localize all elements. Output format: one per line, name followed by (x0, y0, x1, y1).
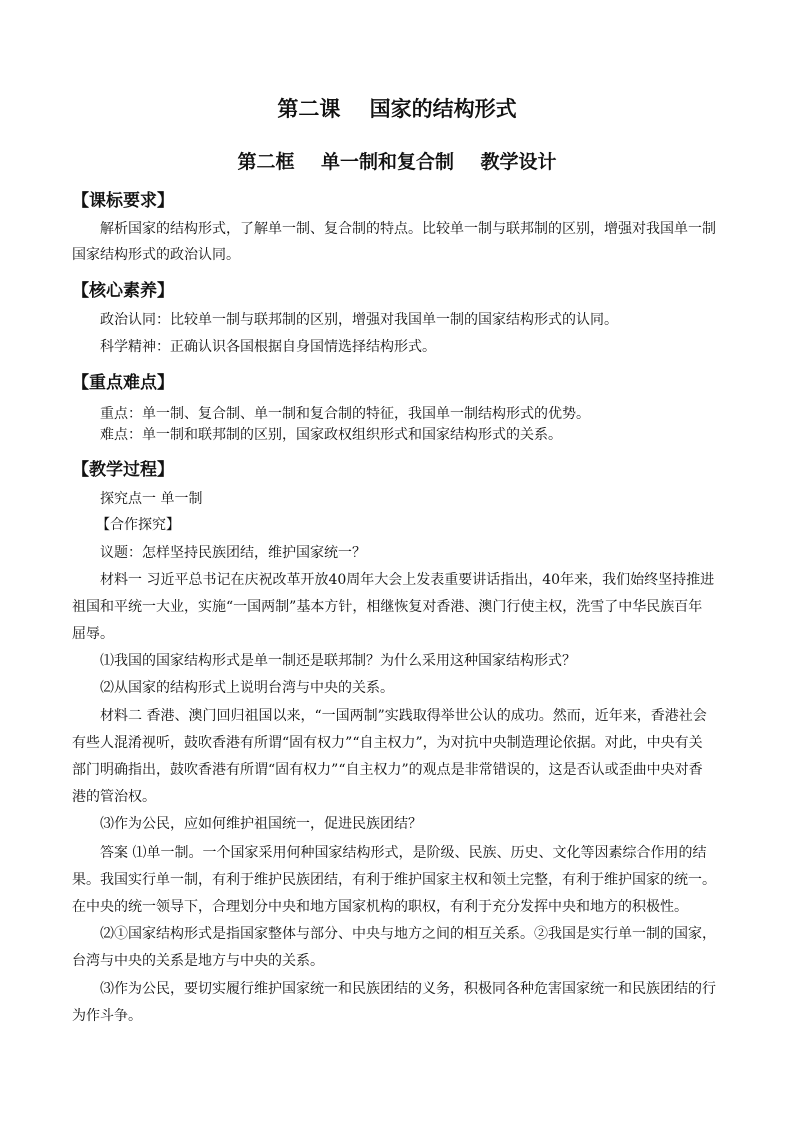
paragraph-line: 难点：单一制和联邦制的区别，国家政权组织形式和国家结构形式的关系。 (100, 427, 562, 443)
paragraph-line: 在中央的统一领导下，合理划分中央和地方国家机构的职权，有利于充分发挥中央和地方的积极性。 (72, 899, 688, 915)
section-heading-literacy: 【核心素养】 (72, 281, 174, 301)
paragraph-line: 果。我国实行单一制，有利于维护民族团结，有利于维护国家主权和领土完整，有利于维护国家的统一。 (72, 872, 716, 888)
paragraph-line: 有些人混淆视听，鼓吹香港有所谓“固有权力”“自主权力”，为对抗中央制造理论依据。对此，中央有关 (72, 735, 703, 751)
section-heading-process: 【教学过程】 (72, 460, 174, 480)
paragraph-line: 材料二 香港、澳门回归祖国以来，“一国两制”实践取得举世公认的成功。然而，近年来，香港社会 (100, 708, 707, 724)
paragraph-line: 重点：单一制、复合制、单一制和复合制的特征，我国单一制结构形式的优势。 (100, 406, 590, 422)
lesson-subtitle: 第二框 单一制和复合制 教学设计 (237, 151, 557, 173)
paragraph-line: 国家结构形式的政治认同。 (72, 247, 240, 263)
paragraph-line: 港的管治权。 (72, 789, 156, 805)
paragraph-line: 为作斗争。 (72, 1008, 142, 1024)
paragraph-line: 探究点一 单一制 (100, 491, 203, 507)
paragraph-line: 科学精神：正确认识各国根据自身国情选择结构形式。 (100, 339, 436, 355)
paragraph-line: 议题：怎样坚持民族团结，维护国家统一？ (100, 545, 366, 561)
section-heading-keypoints: 【重点难点】 (72, 373, 174, 393)
paragraph-line: 台湾与中央的关系是地方与中央的关系。 (72, 953, 324, 969)
paragraph-line: ⑵从国家的结构形式上说明台湾与中央的关系。 (100, 680, 394, 696)
paragraph-line: 答案 ⑴单一制。一个国家采用何种国家结构形式，是阶级、民族、历史、文化等因素综合作用的结 (100, 845, 707, 861)
paragraph-line: ⑵①国家结构形式是指国家整体与部分、中央与地方之间的相互关系。②我国是实行单一制的国家， (100, 926, 716, 942)
paragraph-line: 祖国和平统一大业，实施“一国两制”基本方针，相继恢复对香港、澳门行使主权，洗雪了中华民族百年 (72, 599, 703, 615)
paragraph-line: ⑶作为公民，要切实履行维护国家统一和民族团结的义务，积极同各种危害国家统一和民族团结的行 (100, 981, 716, 997)
paragraph-line: 解析国家的结构形式，了解单一制、复合制的特点。比较单一制与联邦制的区别，增强对我国单一制 (100, 221, 716, 237)
lesson-title: 第二课 国家的结构形式 (277, 97, 517, 121)
paragraph-line: 政治认同：比较单一制与联邦制的区别，增强对我国单一制的国家结构形式的认同。 (100, 312, 618, 328)
paragraph-line: 【合作探究】 (96, 517, 180, 533)
paragraph-line: ⑶作为公民，应如何维护祖国统一，促进民族团结？ (100, 816, 422, 832)
paragraph-line: 材料一 习近平总书记在庆祝改革开放40周年大会上发表重要讲话指出，40年来，我们始终坚持推进 (100, 572, 715, 588)
paragraph-line: ⑴我国的国家结构形式是单一制还是联邦制？为什么采用这种国家结构形式？ (100, 653, 576, 669)
paragraph-line: 部门明确指出，鼓吹香港有所谓“固有权力”“自主权力”的观点是非常错误的，这是否认或歪曲中央对香 (72, 762, 703, 778)
paragraph-line: 屈辱。 (72, 626, 114, 642)
section-heading-standard: 【课标要求】 (72, 191, 174, 211)
